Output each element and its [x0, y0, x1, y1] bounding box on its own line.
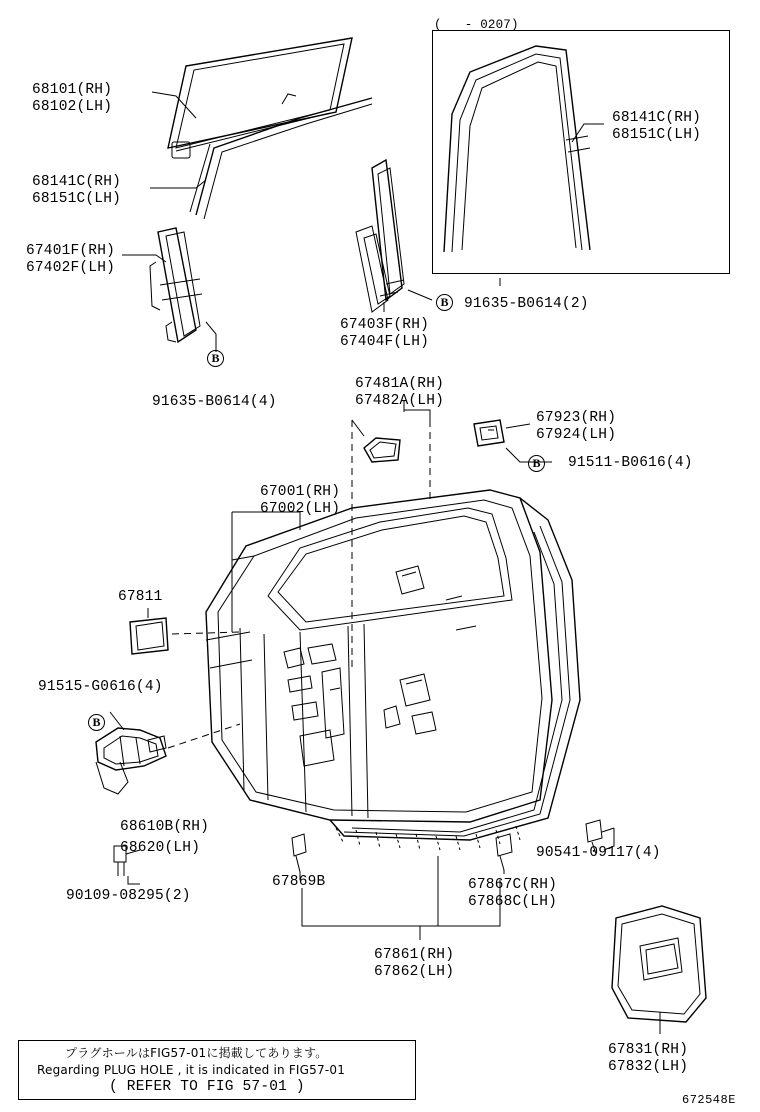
label-91511-b0616-4: 91511-B0616(4) [568, 455, 693, 471]
figure-code: 672548E [682, 1093, 736, 1107]
label-67482a-lh: 67482A(LH) [355, 393, 445, 409]
label-68101-rh: 68101(RH) [32, 82, 113, 98]
label-91635-b0614-4: 91635-B0614(4) [152, 394, 277, 410]
label-67402f-lh: 67402F(LH) [26, 260, 116, 276]
label-67811: 67811 [118, 589, 163, 605]
label-67404f-lh: 67404F(LH) [340, 334, 430, 350]
label-68151c-lh: 68151C(LH) [32, 191, 122, 207]
note-line-ref: ( REFER TO FIG 57-01 ) [109, 1079, 305, 1095]
label-67923-rh: 67923(RH) [536, 410, 617, 426]
label-91515-g0616-4: 91515-G0616(4) [38, 679, 163, 695]
label-90541-09117-4: 90541-09117(4) [536, 845, 661, 861]
label-68102-lh: 68102(LH) [32, 99, 113, 115]
bolt-marker-icon-1: B [207, 350, 224, 367]
label-68610b-rh: 68610B(RH) [120, 819, 210, 835]
label-67867c-rh: 67867C(RH) [468, 877, 558, 893]
bolt-marker-icon-4: B [88, 714, 105, 731]
label-68141c-rh: 68141C(RH) [32, 174, 122, 190]
note-line-jp: プラグホールはFIG57-01に掲載してあります。 [65, 1046, 328, 1060]
label-68620-lh: 68620(LH) [120, 840, 201, 856]
label-90109-08295-2: 90109-08295(2) [66, 888, 191, 904]
label-67869b: 67869B [272, 874, 326, 890]
inset-range-label: ( - 0207) [434, 18, 519, 32]
bolt-marker-icon-2: B [436, 294, 453, 311]
note-line-en: Regarding PLUG HOLE , it is indicated in FIG57-01 [37, 1063, 346, 1077]
label-91635-b0614-2: 91635-B0614(2) [464, 296, 589, 312]
label-67868c-lh: 67868C(LH) [468, 894, 558, 910]
inset-part-68141c: 68141C(RH) [612, 110, 702, 126]
label-67832-lh: 67832(LH) [608, 1059, 689, 1075]
label-67862-lh: 67862(LH) [374, 964, 455, 980]
label-67403f-rh: 67403F(RH) [340, 317, 430, 333]
label-67002-lh: 67002(LH) [260, 501, 341, 517]
label-67924-lh: 67924(LH) [536, 427, 617, 443]
plug-hole-note-box [18, 1040, 416, 1100]
label-67481a-rh: 67481A(RH) [355, 376, 445, 392]
inset-part-68151c: 68151C(LH) [612, 127, 702, 143]
bolt-marker-icon-3: B [528, 455, 545, 472]
label-67861-rh: 67861(RH) [374, 947, 455, 963]
label-67401f-rh: 67401F(RH) [26, 243, 116, 259]
inset-box-0207 [432, 30, 730, 274]
label-67831-rh: 67831(RH) [608, 1042, 689, 1058]
label-67001-rh: 67001(RH) [260, 484, 341, 500]
